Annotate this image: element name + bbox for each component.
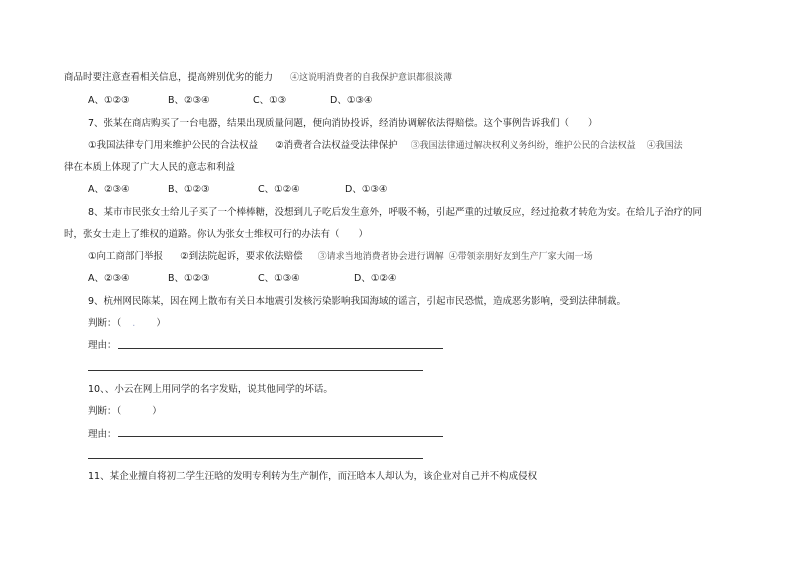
q10-judge-line bbox=[88, 405, 162, 418]
q7-item3: ③我国法律通过解决权利义务纠纷，维护公民的合法权益 bbox=[410, 141, 636, 151]
q11-stem: 11、某企业擅自将初二学生汪晗的发明专利转为生产制作，而汪晗本人却认为，该企业对自己并不构成侵权 bbox=[88, 471, 538, 482]
q9-reason-label: 理由： bbox=[88, 340, 117, 351]
q7-item4a: ④我国法 bbox=[646, 141, 683, 151]
q8-option-b: B、①②③ bbox=[168, 273, 210, 284]
q7-option-b: B、①②③ bbox=[168, 184, 210, 195]
q6-option-b: B、②③④ bbox=[168, 95, 210, 106]
q8-item1: ①向工商部门举报 bbox=[88, 251, 164, 262]
q9-judge-close: ） bbox=[156, 318, 166, 329]
q10-judge-label: 判断：（ bbox=[88, 406, 122, 417]
q7-option-a: A、②③④ bbox=[88, 184, 130, 195]
q8-items-line bbox=[88, 250, 593, 264]
q6-item4: ④这说明消费者的自我保护意识都很淡薄 bbox=[290, 73, 453, 83]
q7-option-c: C、①②④ bbox=[258, 184, 300, 195]
q6-option-c: C、①③ bbox=[253, 95, 287, 106]
q7-stem: 7、张某在商店购买了一台电器，结果出现质量问题，便向消协投诉，经消协调解依法得赔偿。这个事例告诉我们（ ） bbox=[88, 118, 598, 129]
q7-option-d: D、①③④ bbox=[345, 184, 388, 195]
q10-judge-close: ） bbox=[152, 406, 162, 417]
q7-item1: ①我国法律专门用来维护公民的合法权益 bbox=[88, 140, 259, 151]
q6-tail-text: 商品时要注意查看相关信息，提高辨别优劣的能力 bbox=[64, 72, 274, 83]
q9-reason-line1 bbox=[118, 348, 443, 349]
q8-option-c: C、①③④ bbox=[258, 273, 300, 284]
q7-items-line bbox=[88, 139, 683, 153]
q10-reason-line1 bbox=[118, 436, 443, 437]
q8-option-a: A、②③④ bbox=[88, 273, 130, 284]
q9-reason-line2 bbox=[88, 370, 423, 371]
q8-item2: ②到法院起诉，要求依法赔偿 bbox=[180, 251, 303, 262]
q8-line1: 8、某市市民张女士给儿子买了一个棒棒糖，没想到儿子吃后发生意外，呼吸不畅，引起严重的过敏反应，经过抢救才转危为安。在给儿子治疗的同 bbox=[88, 207, 703, 218]
q10-reason-line2 bbox=[88, 458, 423, 459]
q8-item3: ③请求当地消费者协会进行调解 bbox=[317, 252, 444, 262]
q7-item2: ②消费者合法权益受法律保护 bbox=[275, 140, 398, 151]
q9-judge-line bbox=[88, 317, 166, 330]
q9-stem: 9、杭州网民陈某，因在网上散布有关日本地震引发核污染影响我国海域的谣言，引起市民恐慌，造成恶劣影响，受到法律制裁。 bbox=[88, 296, 627, 307]
q10-stem: 10、、小云在网上用同学的名字发贴，说其他同学的坏话。 bbox=[88, 384, 333, 395]
q9-judge-label: 判断：（ bbox=[88, 318, 122, 329]
q7-item4b: 律在本质上体现了广大人民的意志和利益 bbox=[64, 162, 236, 173]
q6-tail-line bbox=[64, 71, 452, 85]
q8-option-d: D、①②④ bbox=[354, 273, 397, 284]
q6-option-a: A、①②③ bbox=[88, 95, 130, 106]
q10-reason-label: 理由： bbox=[88, 429, 117, 440]
q9-judge-dot: . bbox=[132, 318, 136, 329]
q6-option-d: D、①③④ bbox=[330, 95, 373, 106]
q8-item4: ④带领亲朋好友到生产厂家大闹一场 bbox=[448, 252, 593, 262]
q8-line2: 时，张女士走上了维权的道路。你认为张女士维权可行的办法有（ ） bbox=[64, 229, 369, 240]
